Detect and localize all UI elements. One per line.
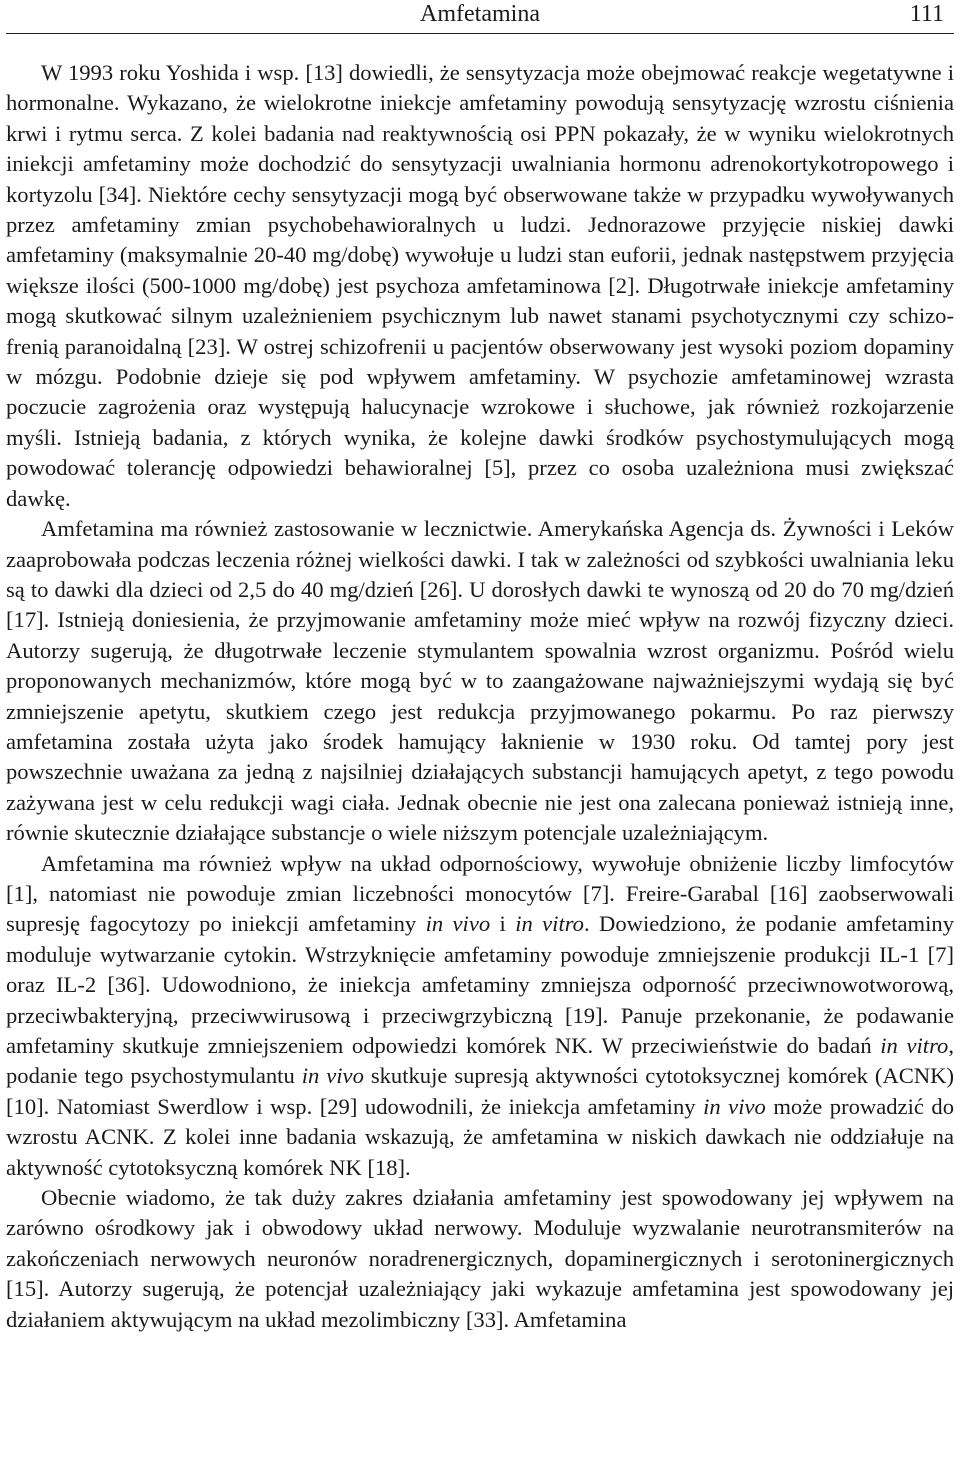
paragraph: [6, 514, 954, 848]
paragraph-text: może prowadzić do wzrostu ACNK. Z kolei inne badania wskazują, że amfetamina w niskich dawkach nie oddziałuje na aktywność cytotoksyczną komórek NK [18].: [6, 1093, 954, 1180]
italic-term: in vivo: [703, 1093, 766, 1119]
page-number: 111: [909, 1, 944, 27]
paragraph-text: Amfetamina ma również zastosowanie w lecznictwie. Amerykańska Agencja ds. Żywności i Leków zaaprobowała podczas leczenia różnej wielkości dawki. I tak w zależności od szybkości uwalniania leku są to dawki dla dzieci od 2,5 do 40 mg/dzień [26]. U dorosłych dawki te wynoszą od 20 do 70 mg/dzień [17]. Istnieją doniesienia, że przyjmowanie amfetaminy może mieć wpływ na rozwój fizyczny dzieci. Autorzy sugerują, że długotrwałe leczenie stymulantem spowalnia wzrost organizmu. Pośród wielu proponowanych mechanizmów, które mogą być w to zaangażowane najważniejszymi wydają się być zmniejszenie apetytu, skutkiem czego jest redukcja przyjmowanego pokarmu. Po raz pierwszy amfetamina została użyta jako środek hamujący łaknienie w 1930 roku. Od tamtej pory jest powszechnie uważana za jedną z najsilniej działających substancji hamujących apetyt, z tego powodu zażywana jest w celu redukcji wagi ciała. Jednak obecnie nie jest ona zalecana ponieważ istnieją inne, równie skutecznie działające substancje o wiele niższym potencjale uzależniającym.: [6, 516, 954, 846]
paragraph-text: skutkuje supresją aktywności cytotoksycznej komórek (ACNK) [10]. Natomiast Swerdlow i wsp. [29] udowodnili, że iniekcja amfetaminy: [6, 1063, 954, 1119]
italic-term: in vivo: [425, 911, 491, 937]
paragraph-text: Obecnie wiadomo, że tak duży zakres działania amfetaminy jest spowodowany jej wpływem na zarówno ośrodkowy jak i obwodowy układ nerwowy. Moduluje wyzwalanie neurotransmiterów na zakończeniach nerwowych neuronów noradrenergicznych, dopaminergicznych i serotoninergicznych [15]. Autorzy sugerują, że potencjał uzależniający jaki wykazuje amfetamina jest spowodowany jej działaniem aktywującym na układ mezolimbiczny [33]. Amfetamina: [6, 1185, 954, 1332]
running-header: [6, 0, 954, 34]
paragraph-text: , podanie tego psychostymulantu: [6, 1033, 954, 1089]
paragraph-text: i: [490, 911, 516, 937]
italic-term: in vivo: [301, 1063, 364, 1089]
paragraph: [6, 58, 954, 514]
paragraph-text: Amfetamina ma również wpływ na układ odpornościowy, wywołuje obniżenie liczby limfocytów [1], natomiast nie powoduje zmian liczebności monocytów [7]. Freire-Garabal [16] zaobserwowali supresję fagocytozy po iniekcji amfetaminy: [6, 850, 954, 937]
italic-term: in vitro: [880, 1033, 949, 1058]
article-body: [6, 58, 954, 1335]
paragraph-text: W 1993 roku Yoshida i wsp. [13] dowiedli, że sensytyzacja może obejmować reakcje wegetatywne i hormonalne. Wykazano, że wielokrotne iniekcje amfetaminy powodują sensytyzację wzrostu ciśnienia krwi i rytmu serca. Z kolei badania nad reaktywnością osi PPN pokazały, że w wyniku wielokrotnych iniekcji amfetaminy może dochodzić do sensytyzacji uwalniania hormonu adrenokortykotropowego i kortyzolu [34]. Niektóre cechy sensytyzacji mogą być obserwowane także w przypadku wywoływanych przez amfetaminy zmian psychobehawioralnych u ludzi. Jednorazowe przyjęcie niskiej dawki amfetaminy (maksymalnie 20-40 mg/dobę) wywołuje u ludzi stan euforii, jednak następstwem przyjęcia większe ilości (500-1000 mg/dobę) jest psychoza amfetaminowa [2]. Długotrwałe iniekcje amfetaminy mogą skutkować silnym uzależnieniem psychicznym lub nawet stanami psychotycznymi czy schizofrenią paranoidalną [23]. W ostrej schizofrenii u pacjentów obserwowany jest wysoki poziom dopaminy w mózgu. Podobnie dzieje się pod wpływem amfetaminy. W psychozie amfetaminowej wzrasta poczucie zagrożenia oraz występują halucynacje wzrokowe i słuchowe, jak również rozkojarzenie myśli. Istnieją badania, z których wynika, że kolejne dawki środków psychostymulujących mogą powodować tolerancję odpowiedzi behawioralnej [5], przez co osoba uzależniona musi zwiększać dawkę.: [6, 60, 954, 511]
italic-term: in vitro: [515, 911, 584, 937]
paragraph: [6, 1183, 954, 1335]
paragraph-text: . Dowiedziono, że podanie amfetaminy moduluje wytwarzanie cytokin. Wstrzyknięcie amfetaminy powoduje zmniejszenie produkcji IL-1 [7] oraz IL-2 [36]. Udowodniono, że iniekcja amfetaminy zmniejsza odporność przeciwnowotworową, przeciwbakteryjną, przeciwwirusową i przeciwgrzybiczną [19]. Panuje przekonanie, że podawanie amfetaminy skutkuje zmniejszeniem odpowiedzi komórek NK. W przeciwieństwie do badań: [6, 911, 954, 1058]
paragraph: [6, 849, 954, 1183]
running-title: Amfetamina: [420, 1, 540, 27]
